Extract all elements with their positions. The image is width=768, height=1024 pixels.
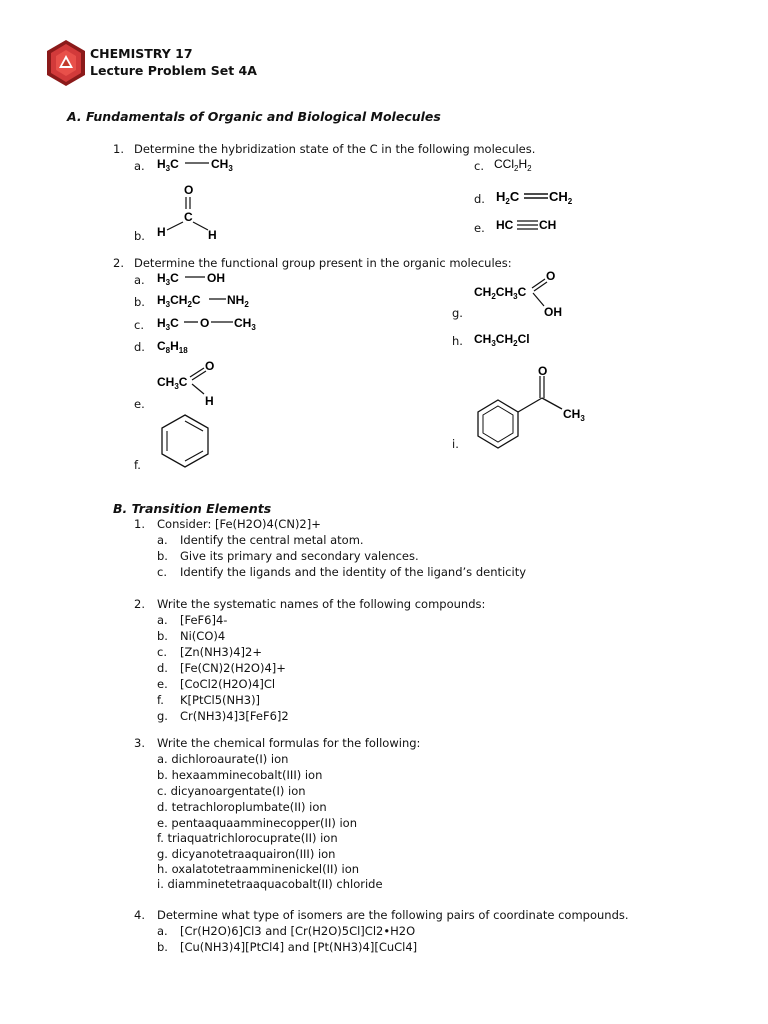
- svg-text:CH: CH: [539, 218, 557, 232]
- b-q3-item: i. diamminetetraaquacobalt(II) chloride: [157, 877, 383, 891]
- b-q3-item: a. dichloroaurate(I) ion: [157, 752, 289, 766]
- course-logo: [44, 38, 88, 91]
- a-q2-label-c: c.: [134, 318, 144, 332]
- octane-formula: [157, 337, 207, 360]
- b-q3-item: c. dicyanoargentate(I) ion: [157, 784, 306, 798]
- svg-text:NH2: $NH_2$: [227, 293, 249, 309]
- svg-text:CH2CH3C: $CH_2CH_3C$: [474, 285, 527, 301]
- b-q4-text: Determine what type of isomers are the following pairs of coordinate compounds.: [157, 908, 629, 922]
- a-q1-label-d: d.: [474, 192, 485, 206]
- course-title: CHEMISTRY 17: [90, 46, 193, 61]
- svg-text:H3C: $H_3C$: [157, 316, 179, 332]
- b-q2-label-d: d.: [157, 661, 168, 675]
- a-q2-label-g: g.: [452, 306, 463, 320]
- svg-text:OH: OH: [207, 271, 225, 285]
- svg-text:H3C: $H_3C$: [157, 271, 179, 287]
- b-q2-compound: Cr(NH3)4]3[FeF6]2: [180, 709, 289, 723]
- dichloromethane-formula: [494, 155, 554, 178]
- b-q2-compound: Ni(CO)4: [180, 629, 226, 643]
- a-q2-label-a: a.: [134, 273, 145, 287]
- ethene-structure: [496, 186, 586, 211]
- b-q3-item: f. triaquatrichlorocuprate(II) ion: [157, 831, 338, 845]
- b-q2-text: Write the systematic names of the following compounds:: [157, 597, 486, 611]
- svg-text:H2C: $H_2C$: [496, 189, 520, 206]
- svg-text:CH3: $CH_3$: [563, 407, 585, 423]
- a-q2-label-b: b.: [134, 295, 145, 309]
- b-q1-label-c: c.: [157, 565, 167, 579]
- a-q1-number: 1.: [113, 142, 124, 156]
- b-q2-label-c: c.: [157, 645, 167, 659]
- svg-text:O: O: [205, 360, 215, 373]
- b-q3-number: 3.: [134, 736, 145, 750]
- svg-text:O: O: [546, 269, 556, 283]
- a-q2-text: Determine the functional group present in the organic molecules:: [134, 256, 512, 270]
- b-q4-pair: [Cu(NH3)4][PtCl4] and [Pt(NH3)4][CuCl4]: [180, 940, 418, 954]
- b-q2-label-a: a.: [157, 613, 168, 627]
- b-q2-label-e: e.: [157, 677, 168, 691]
- propanoic-acid-structure: [472, 268, 582, 323]
- svg-text:CCl2H2: $CCl_2H_2$: [494, 157, 532, 173]
- a-q2-label-e: e.: [134, 397, 145, 411]
- b-q3-text: Write the chemical formulas for the following:: [157, 736, 421, 750]
- b-q1-label-a: a.: [157, 533, 168, 547]
- svg-text:OH: OH: [544, 305, 562, 319]
- a-q1-label-a: a.: [134, 159, 145, 173]
- b-q2-compound: [Zn(NH3)4]2+: [180, 645, 262, 659]
- a-q2-label-h: h.: [452, 334, 463, 348]
- svg-text:H: H: [208, 228, 217, 242]
- b-q2-compound: [FeF6]4-: [180, 613, 228, 627]
- b-q4-pair: [Cr(H2O)6]Cl3 and [Cr(H2O)5Cl]Cl2•H2O: [180, 924, 416, 938]
- svg-text:H: H: [205, 394, 214, 408]
- b-q3-item: d. tetrachloroplumbate(II) ion: [157, 800, 327, 814]
- svg-text:CH3: $CH_3$: [234, 316, 256, 332]
- ethylamine-structure: [157, 291, 267, 314]
- b-q2-label-b: b.: [157, 629, 168, 643]
- b-q4-label-b: b.: [157, 940, 168, 954]
- b-q1-item: Identify the ligands and the identity of the ligand’s denticity: [180, 565, 527, 579]
- ethane-structure: [157, 155, 247, 178]
- a-q2-label-i: i.: [452, 437, 459, 451]
- svg-text:O: O: [184, 183, 194, 197]
- section-b-title: B. Transition Elements: [113, 501, 272, 516]
- a-q1-label-e: e.: [474, 221, 485, 235]
- a-q1-label-c: c.: [474, 159, 484, 173]
- b-q4-number: 4.: [134, 908, 145, 922]
- b-q4-label-a: a.: [157, 924, 168, 938]
- b-q1-item: Identify the central metal atom.: [180, 533, 364, 547]
- svg-text:C: C: [184, 210, 193, 224]
- b-q2-compound: K[PtCl5(NH3)]: [180, 693, 261, 707]
- b-q3-item: g. dicyanotetraaquairon(III) ion: [157, 847, 336, 861]
- a-q2-label-f: f.: [134, 458, 141, 472]
- dimethyl-ether-structure: [157, 314, 277, 337]
- b-q2-compound: [CoCl2(H2O)4]Cl: [180, 677, 276, 691]
- svg-text:H3CH2C: $H_3CH_2C$: [157, 293, 201, 309]
- svg-text:O: O: [200, 316, 210, 330]
- b-q2-label-g: g.: [157, 709, 168, 723]
- a-q2-number: 2.: [113, 256, 124, 270]
- b-q1-number: 1.: [134, 517, 145, 531]
- svg-text:CH2: $CH_2$: [549, 189, 573, 206]
- b-q2-number: 2.: [134, 597, 145, 611]
- a-q2-label-d: d.: [134, 340, 145, 354]
- chloroethane-formula: [474, 330, 554, 353]
- svg-text:O: O: [538, 364, 548, 378]
- b-q3-item: h. oxalatotetraamminenickel(II) ion: [157, 862, 360, 876]
- b-q3-item: b. hexaamminecobalt(III) ion: [157, 768, 323, 782]
- benzene-structure: [158, 412, 212, 473]
- b-q3-item: e. pentaaquaamminecopper(II) ion: [157, 816, 357, 830]
- problem-set-title: Lecture Problem Set 4A: [90, 63, 257, 78]
- b-q1-text: Consider: [Fe(H2O)4(CN)2]+: [157, 517, 321, 531]
- svg-text:CH3: $CH_3$: [211, 157, 233, 173]
- acetophenone-structure: [472, 364, 592, 457]
- ethyne-structure: [496, 216, 576, 239]
- svg-text:H: H: [157, 225, 166, 239]
- svg-text:H3C: $H_3C$: [157, 157, 179, 173]
- b-q2-compound: [Fe(CN)2(H2O)4]+: [180, 661, 286, 675]
- formaldehyde-structure: [150, 182, 230, 245]
- a-q1-label-b: b.: [134, 229, 145, 243]
- acetaldehyde-structure: [156, 360, 236, 413]
- a-q1-text: Determine the hybridization state of the C in the following molecules.: [134, 142, 536, 156]
- section-a-title: A. Fundamentals of Organic and Biological Molecules: [67, 109, 441, 124]
- svg-text:HC: HC: [496, 218, 514, 232]
- b-q2-label-f: f.: [157, 693, 164, 707]
- hexagon-logo-icon: [44, 38, 88, 88]
- b-q1-item: Give its primary and secondary valences.: [180, 549, 419, 563]
- svg-text:C8H18: $C_8H_{18}$: [157, 339, 188, 355]
- svg-text:CH3CH2Cl: $CH_3CH_2Cl$: [474, 332, 530, 348]
- svg-text:CH3C: $CH_3C$: [157, 375, 188, 391]
- methanol-structure: [157, 269, 247, 292]
- b-q1-label-b: b.: [157, 549, 168, 563]
